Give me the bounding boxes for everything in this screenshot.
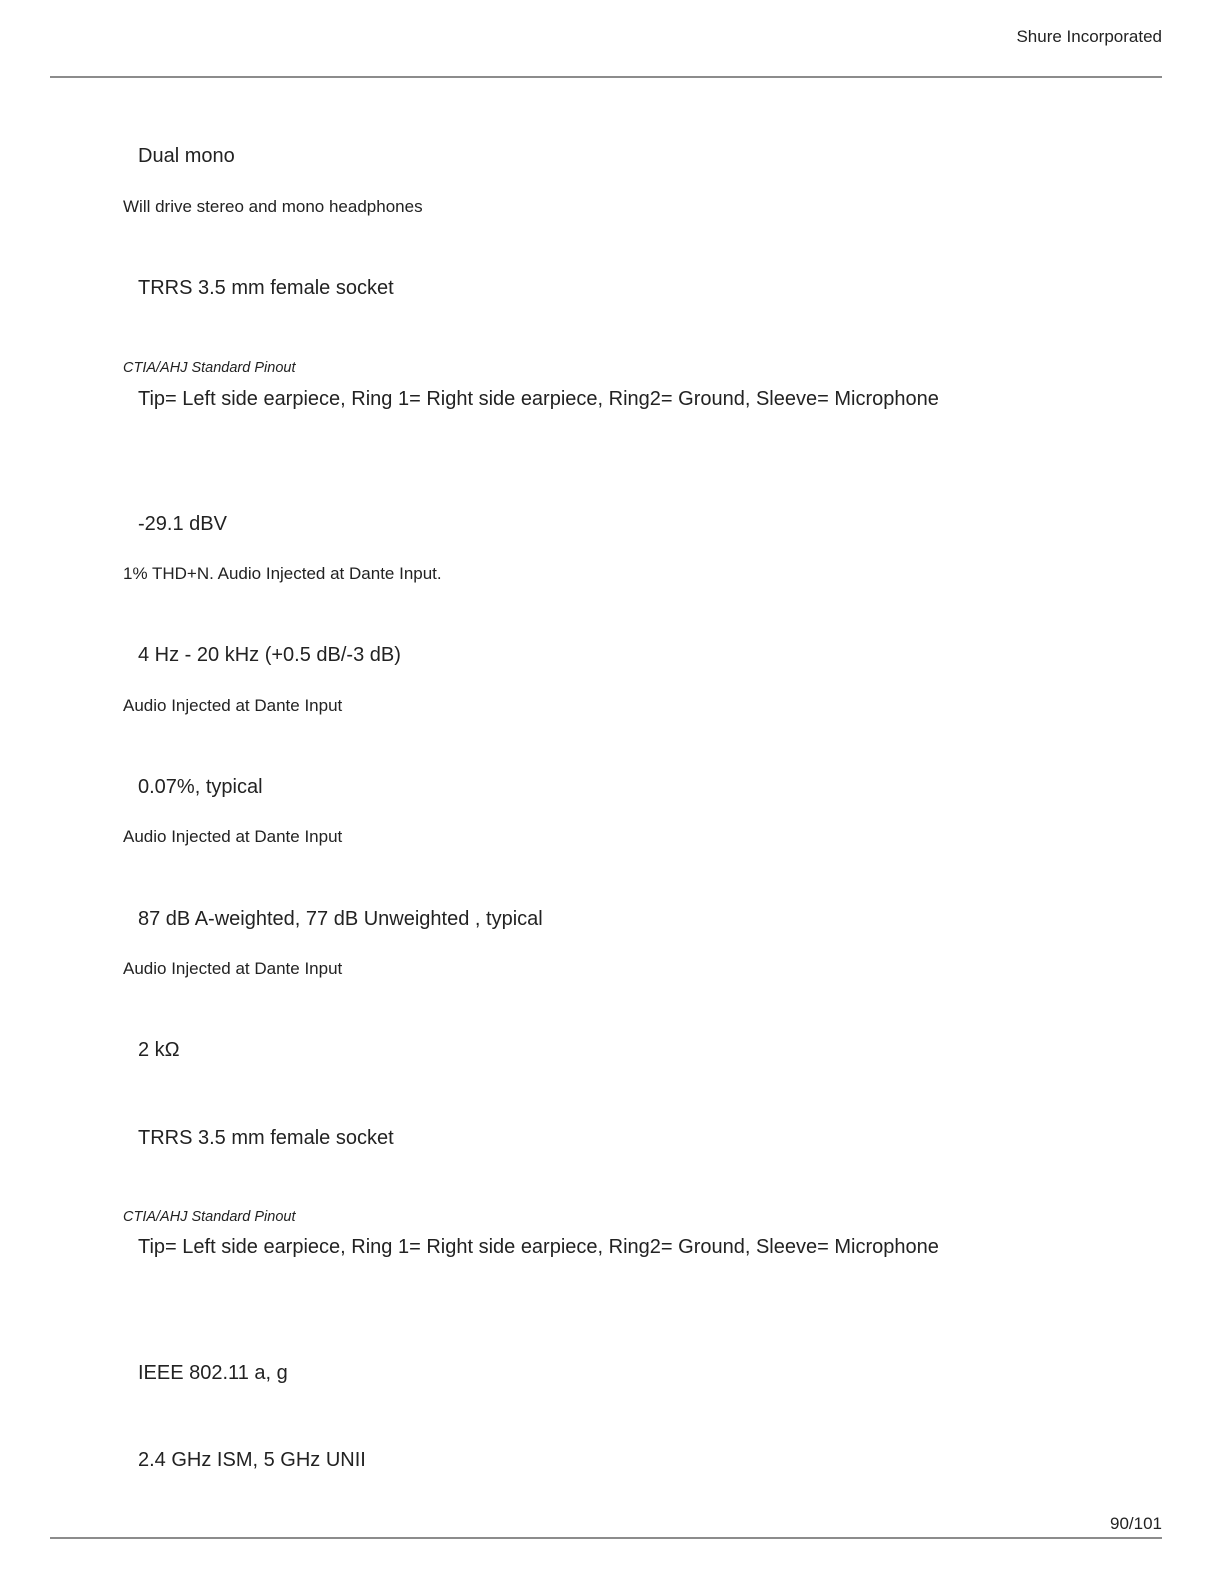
dynamic-range-value: 87 dB A-weighted, 77 dB Unweighted , typical: [138, 908, 543, 930]
frequency-response-note: Audio Injected at Dante Input: [123, 696, 343, 715]
header-divider: [50, 76, 1162, 78]
headphone-type-note: Will drive stereo and mono headphones: [123, 197, 423, 216]
thd-value: 0.07%, typical: [138, 776, 263, 798]
wifi-standard-value: IEEE 802.11 a, g: [138, 1362, 288, 1384]
pinout-label-2: CTIA/AHJ Standard Pinout: [123, 1209, 296, 1225]
thd-note: Audio Injected at Dante Input: [123, 827, 343, 846]
frequency-response-value: 4 Hz - 20 kHz (+0.5 dB/-3 dB): [138, 644, 401, 666]
connector-value-1: TRRS 3.5 mm female socket: [138, 277, 394, 299]
footer-divider: [50, 1537, 1162, 1539]
max-output-note: 1% THD+N. Audio Injected at Dante Input.: [123, 564, 442, 583]
impedance-value: 2 kΩ: [138, 1039, 180, 1061]
wifi-bands-value: 2.4 GHz ISM, 5 GHz UNII: [138, 1449, 366, 1471]
company-name: Shure Incorporated: [1016, 27, 1162, 46]
headphone-type-value: Dual mono: [138, 145, 235, 167]
dynamic-range-note: Audio Injected at Dante Input: [123, 959, 343, 978]
max-output-value: -29.1 dBV: [138, 513, 227, 535]
pinout-value-2: Tip= Left side earpiece, Ring 1= Right side earpiece, Ring2= Ground, Sleeve= Microphone: [138, 1236, 939, 1258]
pinout-label-1: CTIA/AHJ Standard Pinout: [123, 360, 296, 376]
pinout-value-1: Tip= Left side earpiece, Ring 1= Right side earpiece, Ring2= Ground, Sleeve= Microphone: [138, 388, 939, 410]
page-number: 90/101: [1110, 1514, 1162, 1533]
connector-value-2: TRRS 3.5 mm female socket: [138, 1127, 394, 1149]
